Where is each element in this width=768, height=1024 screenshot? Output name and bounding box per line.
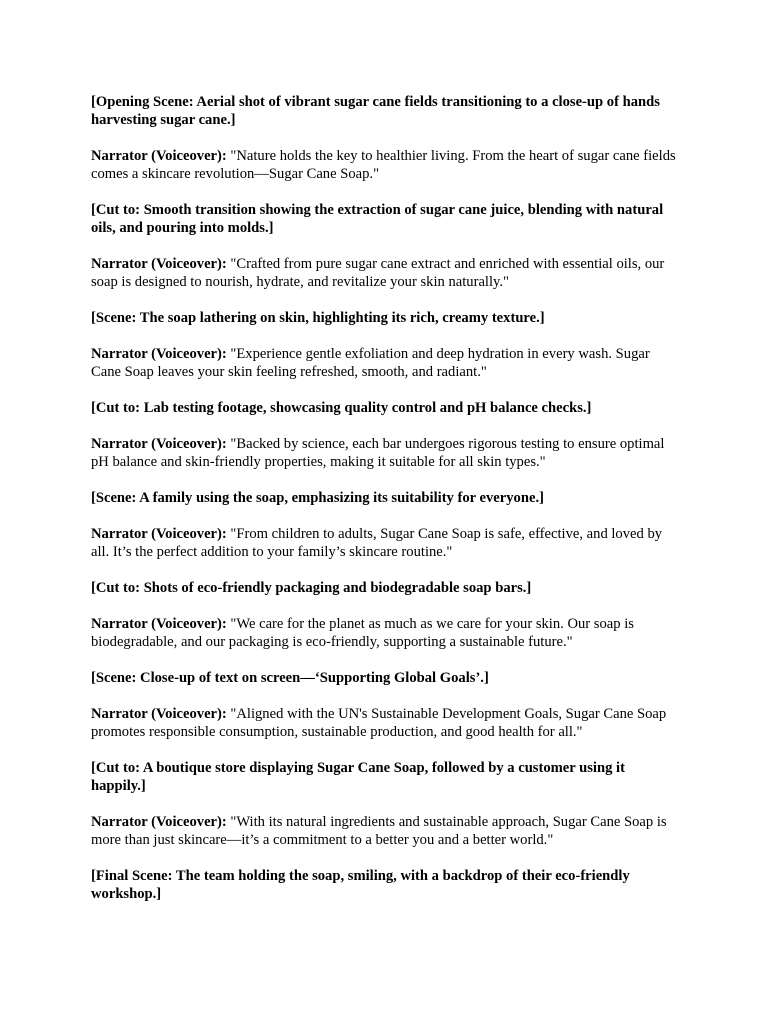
scene-direction: [Scene: A family using the soap, emphasizing its suitability for everyone.]	[91, 490, 544, 506]
narrator-line	[91, 525, 679, 561]
scene-direction: [Cut to: Shots of eco-friendly packaging and biodegradable soap bars.]	[91, 580, 532, 596]
dialogue-text: "With its natural ingredients and sustainable approach, Sugar Cane Soap is more than just skincare—it’s a commitment to a better you and a better world."	[91, 814, 667, 848]
speaker-label: Narrator (Voiceover):	[91, 616, 227, 632]
speaker-label: Narrator (Voiceover):	[91, 436, 227, 452]
dialogue-text: "Experience gentle exfoliation and deep hydration in every wash. Sugar Cane Soap leaves your skin feeling refreshed, smooth, and radiant."	[91, 346, 650, 380]
narrator-line	[91, 435, 679, 471]
scene-direction: [Final Scene: The team holding the soap, smiling, with a backdrop of their eco-friendly workshop.]	[91, 868, 630, 902]
document-page	[91, 93, 679, 921]
dialogue-text: "Backed by science, each bar undergoes rigorous testing to ensure optimal pH balance and skin-friendly properties, making it suitable for all skin types."	[91, 436, 665, 470]
speaker-label: Narrator (Voiceover):	[91, 346, 227, 362]
scene-direction: [Cut to: Smooth transition showing the extraction of sugar cane juice, blending with natural oils, and pouring into molds.]	[91, 202, 664, 236]
dialogue-text: "Aligned with the UN's Sustainable Development Goals, Sugar Cane Soap promotes responsible consumption, sustainable production, and good health for all."	[91, 706, 667, 740]
dialogue-text: "From children to adults, Sugar Cane Soap is safe, effective, and loved by all. It’s the perfect addition to your family’s skincare routine."	[91, 526, 663, 560]
narrator-line	[91, 255, 679, 291]
dialogue-text: "Crafted from pure sugar cane extract and enriched with essential oils, our soap is designed to nourish, hydrate, and revitalize your skin naturally."	[91, 256, 665, 290]
narrator-line	[91, 615, 679, 651]
narrator-line	[91, 147, 679, 183]
scene-direction: [Scene: Close-up of text on screen—‘Supporting Global Goals’.]	[91, 670, 489, 686]
speaker-label: Narrator (Voiceover):	[91, 526, 227, 542]
narrator-line	[91, 705, 679, 741]
speaker-label: Narrator (Voiceover):	[91, 148, 227, 164]
scene-direction: [Cut to: A boutique store displaying Sugar Cane Soap, followed by a customer using it happily.]	[91, 760, 625, 794]
scene-direction: [Cut to: Lab testing footage, showcasing quality control and pH balance checks.]	[91, 400, 592, 416]
dialogue-text: "Nature holds the key to healthier living. From the heart of sugar cane fields comes a skincare revolution—Sugar Cane Soap."	[91, 148, 676, 182]
dialogue-text: "We care for the planet as much as we care for your skin. Our soap is biodegradable, and our packaging is eco-friendly, supporting a sustainable future."	[91, 616, 634, 650]
speaker-label: Narrator (Voiceover):	[91, 256, 227, 272]
scene-direction: [Opening Scene: Aerial shot of vibrant sugar cane fields transitioning to a close-up of hands harvesting sugar cane.]	[91, 94, 660, 128]
narrator-line	[91, 345, 679, 381]
speaker-label: Narrator (Voiceover):	[91, 814, 227, 830]
scene-direction: [Scene: The soap lathering on skin, highlighting its rich, creamy texture.]	[91, 310, 545, 326]
speaker-label: Narrator (Voiceover):	[91, 706, 227, 722]
narrator-line	[91, 813, 679, 849]
